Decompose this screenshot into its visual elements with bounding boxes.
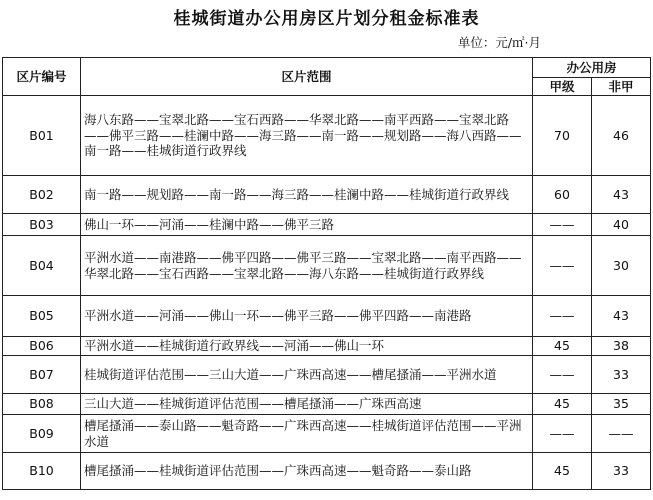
header-code: 区片编号 [3, 58, 81, 96]
rent-grade-a: —— [533, 236, 592, 296]
zone-code: B09 [3, 415, 81, 453]
zone-code: B01 [3, 96, 81, 176]
rent-grade-a: —— [533, 356, 592, 394]
zone-range: 桂城街道评估范围——三山大道——广珠西高速——槽尾搔涌——平洲水道 [81, 356, 533, 394]
table-row [3, 96, 651, 176]
rent-non-a: —— [592, 415, 651, 453]
table-row [3, 214, 651, 236]
rent-non-a: 30 [592, 236, 651, 296]
zone-range: 平洲水道——桂城街道行政界线——河涌——佛山一环 [81, 337, 533, 356]
header-grade-a: 甲级 [533, 78, 592, 96]
zone-code: B06 [3, 337, 81, 356]
table-row [3, 415, 651, 453]
zone-range: 平洲水道——南港路——佛平四路——佛平三路——宝翠北路——南平西路——华翠北路——宝石西路——宝翠北路——海八东路——桂城街道行政界线 [81, 236, 533, 296]
zone-code: B10 [3, 453, 81, 490]
rent-non-a: 33 [592, 356, 651, 394]
unit-label: 单位：元/㎡·月 [457, 35, 541, 50]
zone-code: B03 [3, 214, 81, 236]
rent-grade-a: —— [533, 296, 592, 337]
zone-range: 槽尾搔涌——桂城街道评估范围——广珠西高速——魁奇路——泰山路 [81, 453, 533, 490]
zone-code: B07 [3, 356, 81, 394]
zone-range: 佛山一环——河涌——桂澜中路——佛平三路 [81, 214, 533, 236]
zone-code: B08 [3, 394, 81, 415]
header-non-a: 非甲 [592, 78, 651, 96]
rent-non-a: 38 [592, 337, 651, 356]
rent-grade-a: 45 [533, 394, 592, 415]
rent-grade-a: 45 [533, 337, 592, 356]
rent-grade-a: —— [533, 214, 592, 236]
zone-range: 海八东路——宝翠北路——宝石西路——华翠北路——南平西路——宝翠北路——佛平三路——桂澜中路——海三路——南一路——规划路——海八西路——南一路——桂城街道行政界线 [81, 96, 533, 176]
header-office: 办公用房 [533, 58, 651, 78]
zone-code: B04 [3, 236, 81, 296]
zone-code: B05 [3, 296, 81, 337]
zone-range: 平洲水道——河涌——佛山一环——佛平三路——佛平四路——南港路 [81, 296, 533, 337]
page-title: 桂城街道办公用房区片划分租金标准表 [173, 9, 480, 29]
zone-code: B02 [3, 176, 81, 214]
zone-range: 南一路——规划路——南一路——海三路——桂澜中路——桂城街道行政界线 [81, 176, 533, 214]
zone-range: 槽尾搔涌——泰山路——魁奇路——广珠西高速——桂城街道评估范围——平洲水道 [81, 415, 533, 453]
table-row [3, 236, 651, 296]
rent-table [2, 57, 651, 490]
rent-non-a: 40 [592, 214, 651, 236]
rent-grade-a: 70 [533, 96, 592, 176]
zone-range: 三山大道——桂城街道评估范围——槽尾搔涌——广珠西高速 [81, 394, 533, 415]
table-row [3, 176, 651, 214]
rent-non-a: 35 [592, 394, 651, 415]
rent-grade-a: 45 [533, 453, 592, 490]
table-row [3, 356, 651, 394]
rent-grade-a: 60 [533, 176, 592, 214]
rent-non-a: 43 [592, 296, 651, 337]
rent-non-a: 43 [592, 176, 651, 214]
table-row [3, 453, 651, 490]
table-row [3, 394, 651, 415]
rent-grade-a: —— [533, 415, 592, 453]
header-range: 区片范围 [81, 58, 533, 96]
rent-non-a: 33 [592, 453, 651, 490]
table-row [3, 337, 651, 356]
table-row [3, 296, 651, 337]
rent-non-a: 46 [592, 96, 651, 176]
